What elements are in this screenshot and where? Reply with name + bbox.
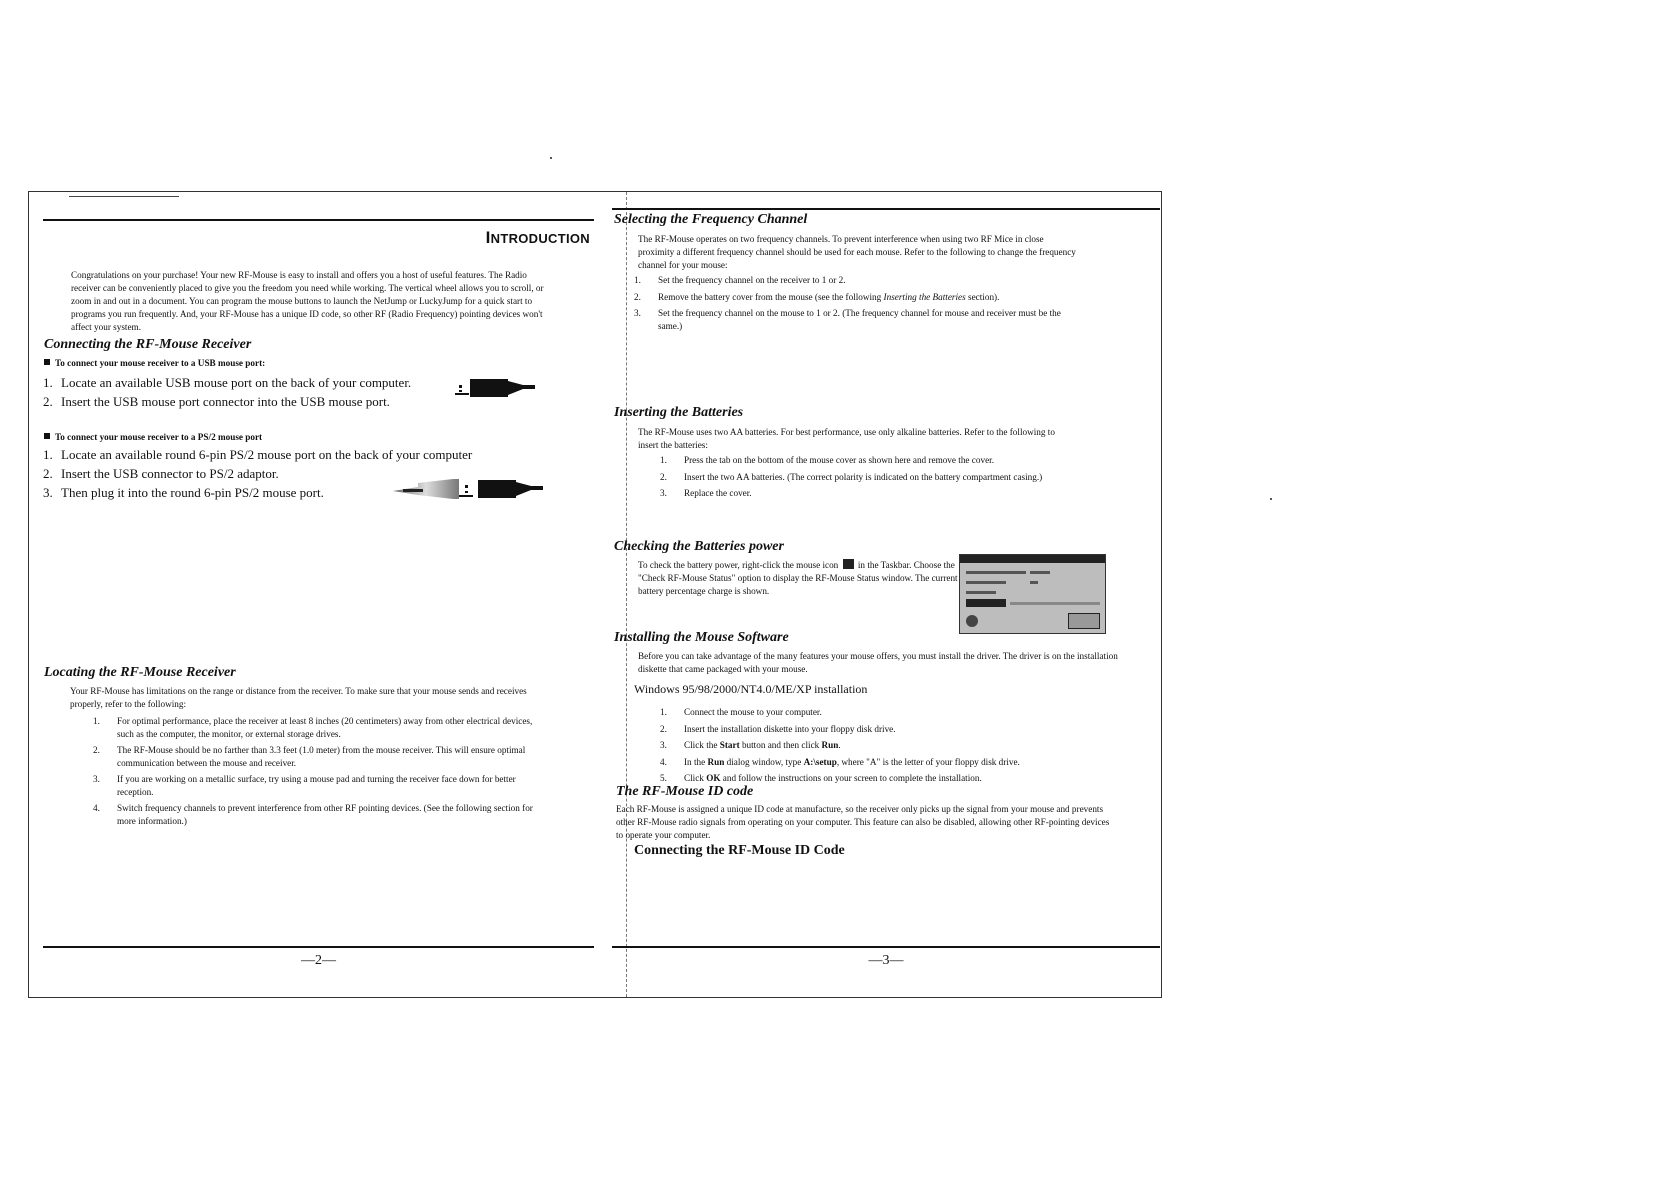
step-text: Connect the mouse to your computer. [684,707,822,717]
bottom-rule [612,946,1160,948]
step-text: Replace the cover. [684,488,752,498]
status-ok-button [1068,613,1100,629]
list-item [93,802,543,827]
id-heading: The RF-Mouse ID code [616,784,754,799]
power-text-before: To check the battery power, right-click the mouse icon [638,560,839,570]
step-text-bold: Run [707,756,725,767]
page-number: —3— [868,953,904,968]
step-text: Locate an available round 6-pin PS/2 mouse port on the back of your computer [61,447,473,462]
step-text: If you are working on a metallic surface, try using a mouse pad and turning the receiver face down for better reception. [117,774,516,797]
locating-heading: Locating the RF-Mouse Receiver [44,665,236,680]
list-item [43,392,443,411]
ps2-bullet-text: To connect your mouse receiver to a PS/2 mouse port [55,432,263,442]
step-number: 3. [93,774,100,784]
status-line [966,581,1006,584]
top-rule [43,219,594,221]
step-number: 1. [660,455,667,465]
scan-speck [1270,498,1272,500]
step-text: Click the [684,740,720,750]
step-text: Insert the USB connector to PS/2 adaptor. [61,466,279,481]
step-text-bold: A:\setup [803,756,837,767]
step-text-bold: Run [821,740,839,750]
status-mouse-icon [966,615,978,627]
step-text: The RF-Mouse should be no farther than 3.3 feet (1.0 meter) from the mouse receiver. This will ensure optimal communication between the mouse and receiver. [117,745,526,768]
software-paragraph: Before you can take advantage of the many features your mouse offers, you must install the driver. The driver is on the installation diskette that came packaged with your mouse. [638,651,1118,674]
software-steps [660,706,1140,789]
step-text: Insert the two AA batteries. (The correct polarity is indicated on the battery compartment casing.) [684,471,1043,482]
id-paragraph: Each RF-Mouse is assigned a unique ID code at manufacture, so the receiver only picks up the signal from your mouse and prevents other RF-Mouse radio signals from operating on your computer. This feature can also be disabled, allowing other RF-pointing devices to operate your computer. [616,804,1110,840]
list-item [660,772,1140,785]
software-heading: Installing the Mouse Software [614,630,789,645]
step-number: 2. [660,723,667,734]
status-line [966,591,996,594]
step-text: Then plug it into the round 6-pin PS/2 mouse port. [61,485,324,500]
step-number: 1. [660,707,667,717]
step-text: button and then click [739,740,822,750]
frequency-steps [634,274,1064,336]
frequency-heading: Selecting the Frequency Channel [614,212,808,227]
ps2-adaptor-icon [393,473,543,503]
step-text: Switch frequency channels to prevent interference from other RF pointing devices. (See the following section for more information.) [117,803,533,826]
step-text: Remove the battery cover from the mouse (see the following [658,291,884,302]
usb-bullet [44,358,265,368]
step-text: section). [965,291,1000,302]
power-heading: Checking the Batteries power [614,539,784,554]
usb-bullet-text: To connect your mouse receiver to a USB mouse port: [55,358,266,368]
step-number: 2. [634,291,641,302]
step-text: , where "A" is the letter of your floppy disk drive. [836,756,1020,767]
step-text-bold: OK [706,773,721,783]
page-title [486,228,590,248]
step-text: Set the frequency channel on the receiver to 1 or 2. [658,275,846,285]
list-item [634,291,1064,304]
list-item [43,373,443,392]
step-text: and follow the instructions on your screen to complete the installation. [720,773,982,783]
usb-connector-icon [455,375,535,401]
windows-install-title: Windows 95/98/2000/NT4.0/ME/XP installation [634,682,868,696]
step-number: 4. [660,756,667,767]
step-text-italic: Inserting the Batteries [883,291,966,302]
title-cap: I [485,228,491,247]
step-number: 1. [43,447,53,462]
list-item [660,487,1060,500]
step-number: 2. [93,745,100,755]
list-item [93,773,543,798]
step-text: For optimal performance, place the receiver at least 8 inches (20 centimeters) away from other electrical devices, such as the computer, the monitor, or external storage drives. [117,716,533,739]
list-item [93,715,543,740]
bullet-square [44,359,50,365]
list-item [660,723,1140,736]
step-text: Insert the installation diskette into your floppy disk drive. [684,723,896,734]
status-battery-bar [966,599,1006,607]
tray-mouse-icon [843,559,854,569]
step-number: 4. [93,803,100,813]
intro-paragraph: Congratulations on your purchase! Your new RF-Mouse is easy to install and offers you a host of useful features. The Radio receiver can be conveniently placed to give you the freedom you need while working. The vertical wheel allows you to scroll, or zoom in and out in a document. You can program the mouse buttons to launch the NetJump or LuckyJump for a quick start to programs you run frequently. And, your RF-Mouse has a unique ID code, so other RF (Radio Frequency) pointing devices won't affect your system. [71,270,544,332]
top-rule [612,208,1160,210]
list-item [43,445,493,464]
locating-paragraph: Your RF-Mouse has limitations on the range or distance from the receiver. To make sure that your mouse sends and receives properly, refer to the following: [70,686,527,709]
scan-speck [550,157,552,159]
step-text: Set the frequency channel on the mouse to 1 or 2. (The frequency channel for mouse and receiver must be the same.) [658,308,1061,331]
connecting-heading: Connecting the RF-Mouse Receiver [44,337,252,352]
step-number: 3. [660,740,667,750]
bottom-rule [43,946,594,948]
step-text: Press the tab on the bottom of the mouse cover as shown here and remove the cover. [684,455,994,465]
step-number: 2. [43,394,53,409]
locating-steps [93,715,543,831]
step-number: 3. [660,488,667,498]
step-number: 3. [634,308,641,318]
step-text: In the [684,756,708,767]
step-number: 1. [93,716,100,726]
page-number: —2— [301,953,336,968]
status-titlebar [960,555,1105,563]
list-item [634,274,1064,287]
status-window-screenshot [959,554,1106,634]
step-number: 2. [660,471,667,482]
list-item [634,307,1064,332]
batteries-steps [660,454,1060,504]
status-line [1030,571,1050,574]
usb-steps [43,373,443,411]
list-item [660,471,1060,484]
batteries-paragraph: The RF-Mouse uses two AA batteries. For best performance, use only alkaline batteries. Refer to the following to insert the batteries: [638,427,1055,450]
list-item [660,706,1140,719]
step-number: 3. [43,485,53,500]
status-line [1030,581,1038,584]
list-item [660,756,1140,769]
page-right [612,192,1160,997]
step-number: 1. [43,375,53,390]
bullet-square [44,433,50,439]
step-text: Locate an available USB mouse port on the back of your computer. [61,375,412,390]
ps2-bullet [44,432,262,442]
list-item [660,454,1060,467]
status-line [1010,602,1100,605]
frequency-paragraph: The RF-Mouse operates on two frequency channels. To prevent interference when using two RF Mice in close proximity a different frequency channel should be used for each mouse. Refer to the following to change the frequency channel for your mouse: [638,234,1076,270]
list-item [660,739,1140,752]
title-rest: NTRODUCTION [490,231,590,246]
step-text: Click [684,773,707,783]
step-number: 5. [660,773,667,783]
step-text: . [838,740,841,750]
list-item [93,744,543,769]
step-number: 1. [634,275,641,285]
power-text-after: in the Taskbar. Choose the "Check RF-Mouse Status" option to display the RF-Mouse Status window. The current battery percentage charge is shown. [638,560,958,596]
batteries-heading: Inserting the Batteries [614,405,744,420]
step-text: Insert the USB mouse port connector into the USB mouse port. [61,394,390,409]
page-left [43,192,594,997]
id-subheading: Connecting the RF-Mouse ID Code [634,843,845,858]
power-paragraph [638,559,958,598]
status-line [966,571,1026,574]
step-text: dialog window, type [724,756,804,767]
step-number: 2. [43,466,53,481]
step-text-bold: Start [719,740,740,750]
manual-spread [28,191,1162,998]
